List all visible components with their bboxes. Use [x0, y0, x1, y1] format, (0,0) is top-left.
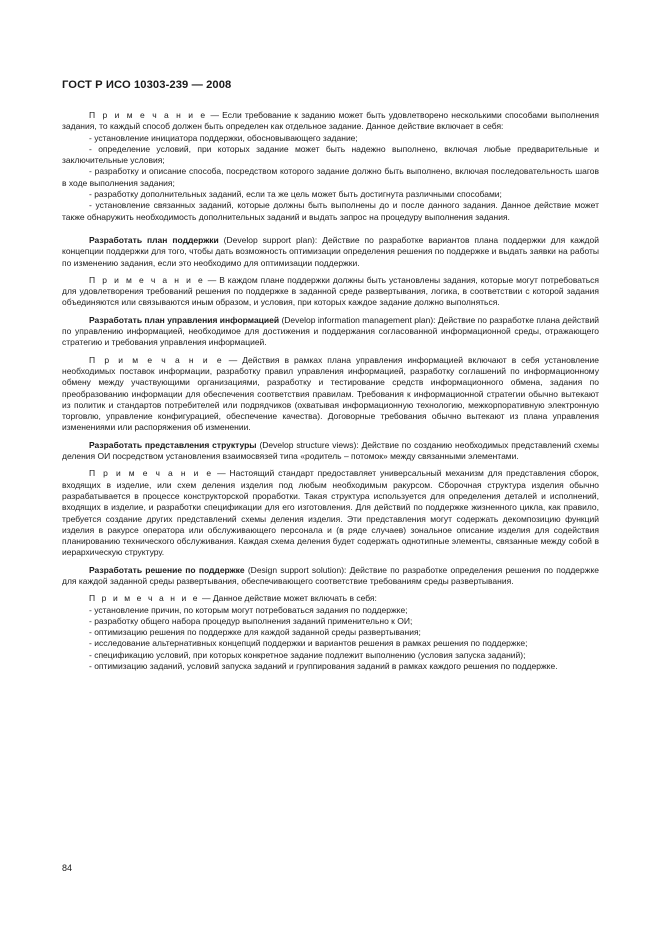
definition-info-plan — [62, 315, 599, 349]
list-item: - разработку и описание способа, посредством которого задание должно быть выполнено, включая последовательность шагов в ходе выполнения задания; — [62, 166, 599, 188]
note-text: — Настоящий стандарт предоставляет универсальный механизм для представления сборок, входящих в изделие, или схем деления изделия под любым необходимым ракурсом. Сборочная структура изделия обычно разрабатывается в процессе конструкторской проработки. Такая структура используется для определения деталей и исполнений, входящих в изделие, и разработки спецификации для его изготовления. Для действий по поддержке жизненного цикла, как правило, требуется создание других представлений схемы деления изделия. Эти представления могут содержать декомпозицию функций изделия в ракурсе оператора или обслуживающего персонала и (в ряде случаев) зональное описание изделия для содействия планированию технического обслуживания. Каждая схема деления будет содержать однотипные элементы, связанные между собой в иерархическую структуру. — [62, 468, 600, 558]
note-label: П р и м е ч а н и е — [89, 110, 208, 120]
definition-text: (Develop support plan): Действие по разработке вариантов плана поддержки для каждой концепции поддержки для того, чтобы дать возможность оптимизации определения решения по поддержке и выдать заявки на работы по изменению задания, если это необходимо для оптимизации поддержки. — [62, 234, 599, 268]
term: Разработать представления структуры — [89, 439, 257, 450]
list-item: - оптимизацию заданий, условий запуска заданий и группирования заданий в рамках каждого решения по поддержке. — [89, 661, 558, 672]
note-1 — [62, 110, 599, 133]
list-item: - исследование альтернативных концепций поддержки и вариантов решения в рамках решения по поддержке; — [89, 638, 528, 649]
note-label: П р и м е ч а н и е — [89, 593, 200, 604]
list-item: - определение условий, при которых задание может быть надежно выполнено, включая любые предварительные и заключительные условия; — [62, 143, 599, 166]
term: Разработать план поддержки — [89, 234, 219, 245]
list-item: - установление причин, по которым могут потребоваться задания по поддержке; — [89, 604, 408, 615]
definition-support-plan — [62, 235, 599, 269]
definition-text: (Develop structure views): Действие по созданию необходимых представлений схемы деления ОИ посредством установления взаимосвязей типа «родитель – потомок» между связанными элементами. — [62, 439, 600, 462]
note-label: П р и м е ч а н и е — [89, 354, 224, 365]
note-2 — [62, 275, 599, 309]
page-header: ГОСТ Р ИСО 10303-239 — 2008 — [62, 79, 232, 91]
note-5 — [62, 593, 599, 604]
definition-structure-views — [62, 440, 599, 463]
list-item: - разработку общего набора процедур выполнения заданий применительно к ОИ; — [89, 615, 413, 626]
note-label: П р и м е ч а н и е — [89, 274, 205, 285]
definition-text: (Design support solution): Действие по разработке определения решения по поддержке для каждой заданной среды развертывания, обеспечивающего соответствие требованиям среды развертывания. — [62, 564, 599, 586]
note-label: П р и м е ч а н и е — [89, 468, 214, 479]
document-page — [62, 78, 599, 672]
list-item: - установление инициатора поддержки, обосновывающего задание; — [89, 132, 358, 143]
note-3 — [62, 355, 599, 434]
term: Разработать решение по поддержке — [89, 564, 245, 575]
note-text: — В каждом плане поддержки должны быть установлены задания, которые могут потребоваться для удовлетворения требований решения по поддержке в заданной среде развертывания, логика, в соответствии с которой задания объединяются или связываются иным образом, и условия, при которых каждое задание должно выполняться. — [62, 274, 599, 308]
list-item: - установление связанных заданий, которые должны быть выполнены до и после данного задания. Данное действие может также обнаружить необходимость дополнительных заданий и выдать запрос на процедуру выполнения задания. — [62, 200, 599, 222]
definition-text: (Develop information management plan): Действие по разработке плана действий по управлению информацией, необходимое для достижения и поддержания согласованной информационной среды, отражающего стратегию и требования управления информацией. — [62, 314, 599, 348]
list-item: - разработку дополнительных заданий, если та же цель может быть достигнута различными способами; — [89, 189, 502, 200]
page-number: 84 — [62, 863, 73, 873]
list-item: - оптимизацию решения по поддержке для каждой заданной среды развертывания; — [89, 627, 421, 638]
note-text: — Данное действие может включать в себя: — [199, 593, 377, 604]
note-text: — Действия в рамках плана управления информацией включают в себя установление необходимых поставок информации, разработку правил управления информацией, разработку соглашений по информационному обмену между участвующими организациями, разработку и тестирование средств информационного обмена, задания по преобразованию информации для обеспечения соответствия правилам. Требования к информационной стратегии обычно вытекают из политик и стандартов потребителей или подрядчиков (охватывая информационную технологию, межкорпоративную электронную торговлю, управление конфигурацией, обеспечение качества). Договорные требования обычно вытекают из плана управления изменениями или распоряжения об изменении. — [62, 354, 600, 433]
note-4 — [62, 468, 599, 558]
note-text: — Если требование к заданию может быть удовлетворено несколькими способами выполнения задания, то каждый способ должен быть определен как отдельное задание. Данное действие включает в себя: — [62, 110, 599, 132]
term: Разработать план управления информацией — [89, 314, 280, 325]
list-item: - спецификацию условий, при которых конкретное задание подлежит выполнению (условия запуска заданий); — [89, 649, 526, 660]
definition-support-solution — [62, 565, 599, 588]
